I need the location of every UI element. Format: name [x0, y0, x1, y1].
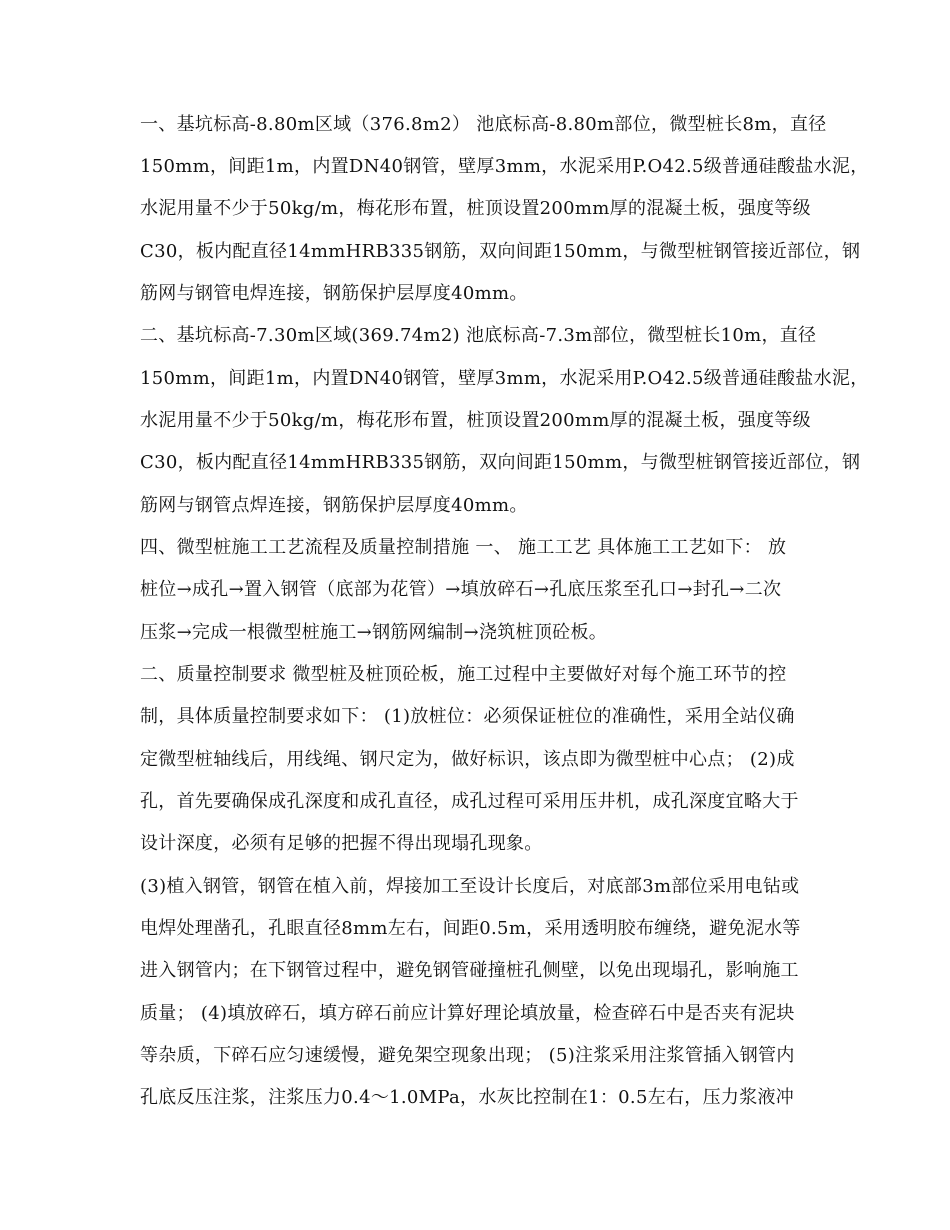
text-line: 一、基坑标高-8.80m区域（376.8m2） 池底标高-8.80m部位，微型桩长8m，直径 [140, 114, 827, 135]
text-line: 孔底反压注浆，注浆压力0.4～1.0MPa，水灰比控制在1：0.5左右，压力浆液冲 [140, 1087, 795, 1108]
text-line: 设计深度，必须有足够的把握不得出现塌孔现象。 [140, 833, 543, 854]
text-line: 桩位→成孔→置入钢管（底部为花管）→填放碎石→孔底压浆至孔口→封孔→二次 [140, 579, 782, 600]
text-line: 150mm，间距1m，内置DN40钢管，壁厚3mm，水泥采用P.O42.5级普通硅酸盐水泥， [140, 156, 869, 177]
text-line: 进入钢管内；在下钢管过程中，避免钢管碰撞桩孔侧壁，以免出现塌孔，影响施工 [140, 960, 799, 981]
text-line: (3)植入钢管，钢管在植入前，焊接加工至设计长度后，对底部3m部位采用电钻或 [140, 876, 800, 897]
text-line: 二、质量控制要求 微型桩及桩顶砼板，施工过程中主要做好对每个施工环节的控 [140, 664, 787, 685]
text-line: C30，板内配直径14mmHRB335钢筋，双向间距150mm，与微型桩钢管接近部位，钢 [140, 241, 861, 262]
text-line: C30，板内配直径14mmHRB335钢筋，双向间距150mm，与微型桩钢管接近部位，钢 [140, 452, 861, 473]
text-line: 150mm，间距1m，内置DN40钢管，壁厚3mm，水泥采用P.O42.5级普通硅酸盐水泥， [140, 368, 869, 389]
text-line: 二、基坑标高-7.30m区域(369.74m2) 池底标高-7.3m部位，微型桩长10m，直径 [140, 325, 817, 346]
text-line: 电焊处理凿孔，孔眼直径8mm左右，间距0.5m，采用透明胶布缠绕，避免泥水等 [140, 918, 801, 939]
text-line: 孔，首先要确保成孔深度和成孔直径，成孔过程可采用压井机，成孔深度宜略大于 [140, 791, 799, 812]
text-line: 制，具体质量控制要求如下： (1)放桩位：必须保证桩位的准确性，采用全站仪确 [140, 706, 795, 727]
text-line: 水泥用量不少于50kg/m，梅花形布置，桩顶设置200mm厚的混凝土板，强度等级 [140, 410, 811, 431]
text-line: 质量； (4)填放碎石，填方碎石前应计算好理论填放量，检查碎石中是否夹有泥块 [140, 1003, 795, 1024]
text-line: 筋网与钢管点焊连接，钢筋保护层厚度40mm。 [140, 495, 528, 516]
text-line: 压浆→完成一根微型桩施工→钢筋网编制→浇筑桩顶砼板。 [140, 622, 608, 643]
text-line: 水泥用量不少于50kg/m，梅花形布置，桩顶设置200mm厚的混凝土板，强度等级 [140, 198, 811, 219]
text-line: 等杂质，下碎石应匀速缓慢，避免架空现象出现； (5)注浆采用注浆管插入钢管内 [140, 1045, 795, 1066]
text-line: 筋网与钢管电焊连接，钢筋保护层厚度40mm。 [140, 283, 528, 304]
text-line: 定微型桩轴线后，用线绳、钢尺定为，做好标识，该点即为微型桩中心点； (2)成 [140, 749, 795, 770]
text-line: 四、微型桩施工工艺流程及质量控制措施 一、 施工工艺 具体施工工艺如下： 放 [140, 537, 787, 558]
